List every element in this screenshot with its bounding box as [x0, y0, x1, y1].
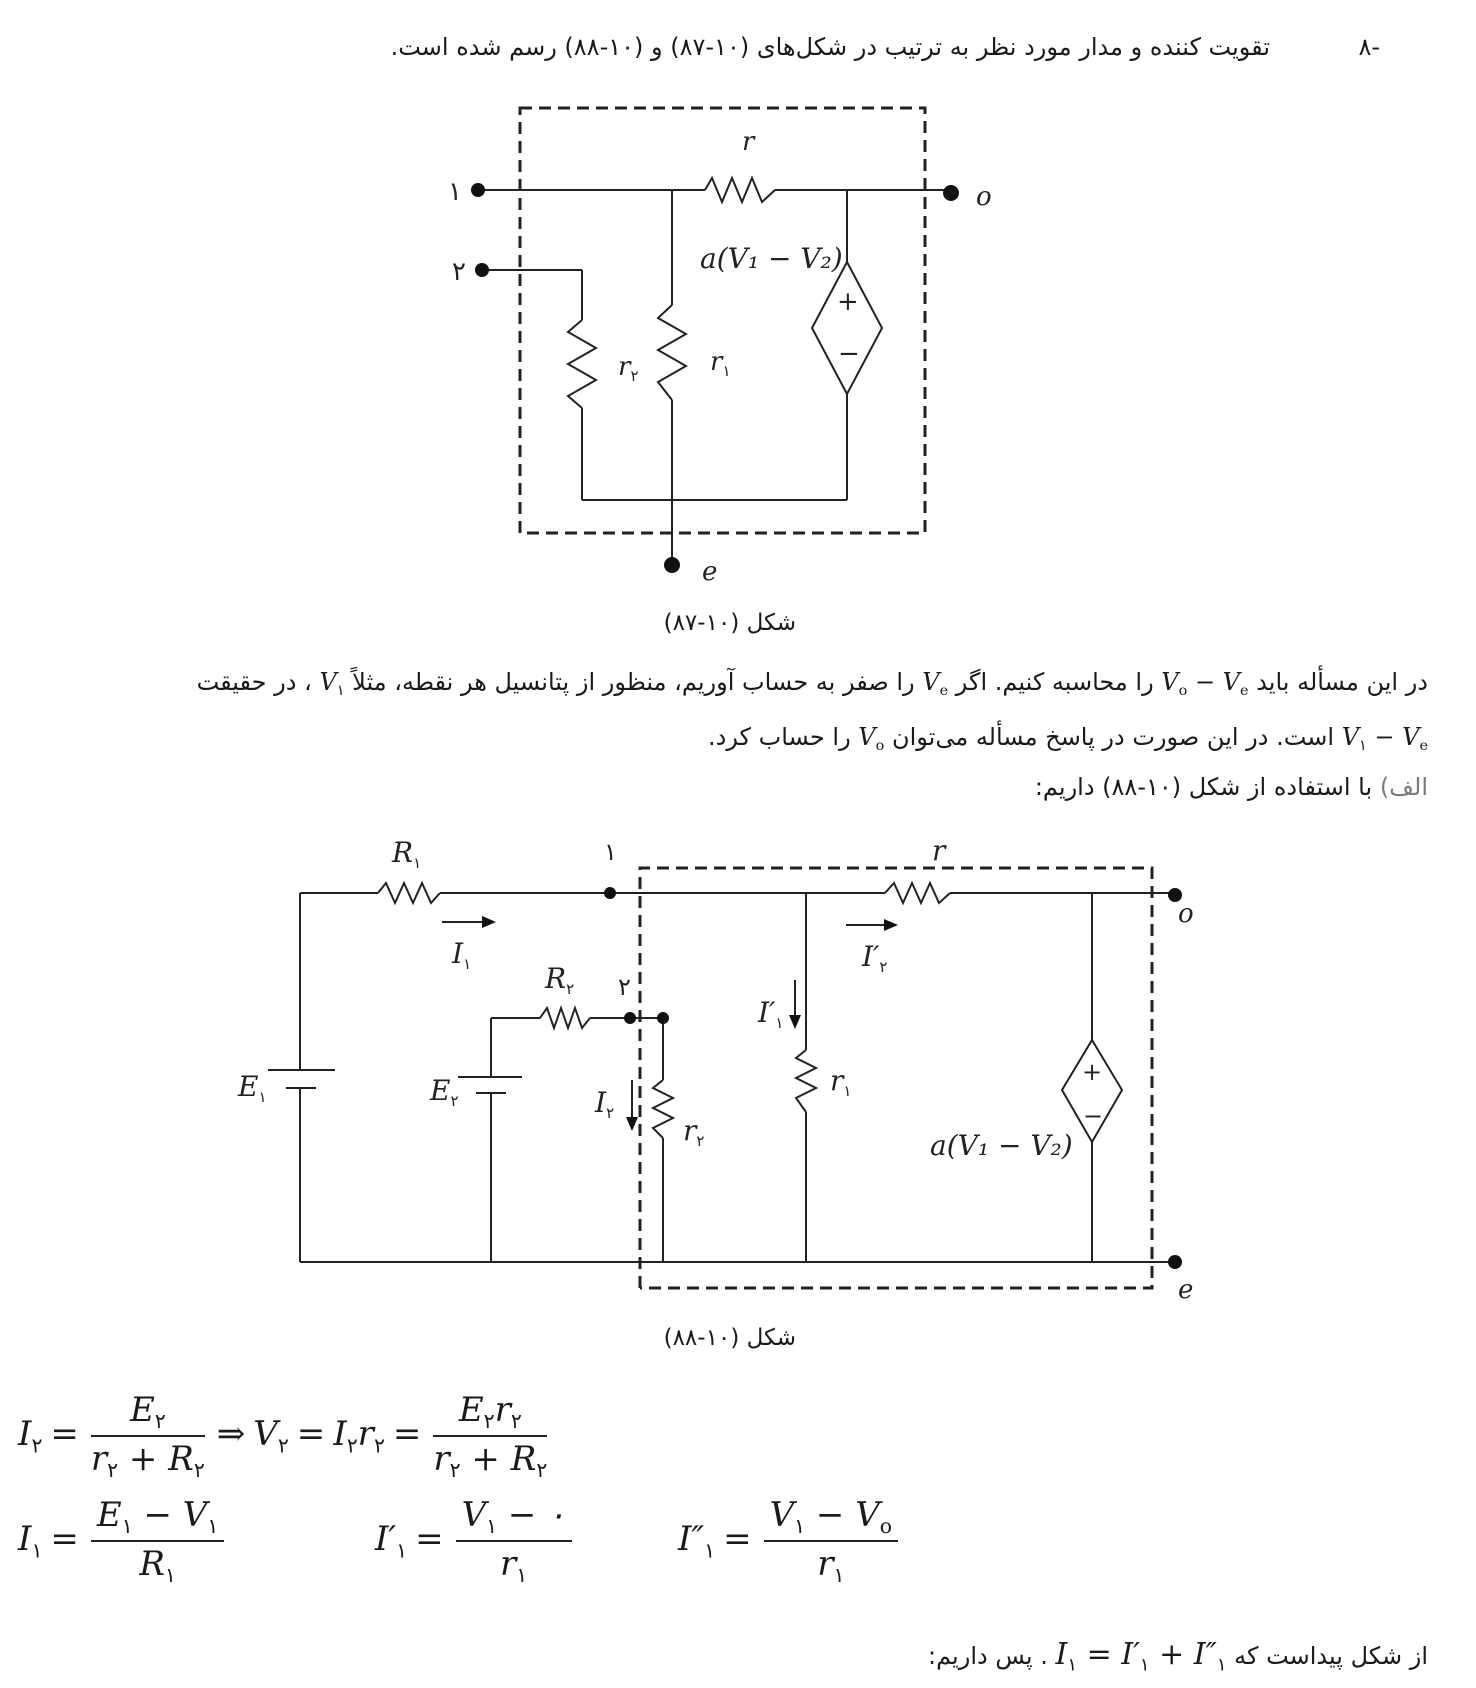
figure-88-caption: شکل (۱۰-۸۸) [663, 1325, 796, 1351]
fig2-label-e: e [1178, 1275, 1194, 1305]
fig1-label-o: o [976, 182, 992, 212]
paragraph-line-1: در این مسأله باید $V_o - V_e$ را محاسبه کنیم. اگر $V_e$ را صفر به حساب آوریم، منظور از پتانسیل هر نقطه، مثلاً $V_۱$ ، در حقیقت [196, 668, 1428, 700]
footer-line: از شکل پیداست که $I_۱ = I'_۱ + I''_۱$ . پس داریم: [928, 1637, 1428, 1676]
fig2-label-r: r [932, 834, 946, 867]
figure-87-caption: شکل (۱۰-۸۷) [663, 610, 796, 636]
fig2-resistor-R2 [540, 1008, 590, 1028]
problem-number: -۸ [1358, 33, 1380, 61]
equation-I1-prime: $I'_۱$ = $\frac{V_۱ - ۰}{r_۱}$ [375, 1495, 576, 1587]
fig1-label-plus: + [837, 287, 859, 317]
fig1-label-minus: − [838, 339, 860, 369]
equation-I1: $I_۱$ = $\frac{E_۱ - V_۱}{R_۱}$ [18, 1495, 228, 1587]
fig2-label-I1p: $I'_۱$ [758, 996, 784, 1032]
fig2-label-E1: $E_۱$ [238, 1070, 267, 1106]
fig2-label-I1: $I_۱$ [452, 937, 472, 973]
fig2-label-I2: $I_۲$ [595, 1086, 615, 1122]
fig2-label-plus: + [1082, 1058, 1103, 1086]
fig2-node-1 [604, 887, 616, 899]
fig2-resistor-r2 [653, 1080, 673, 1138]
fig1-label-r: r [742, 127, 755, 157]
fig2-label-r1: $r_۱$ [830, 1064, 852, 1100]
fig2-label-I2p: $I'_۲$ [862, 940, 888, 976]
fig1-label-source: a(V₁ − V₂) [700, 242, 843, 275]
fig2-amplifier-box [640, 868, 1152, 1288]
fig1-label-node2: ۲ [452, 257, 466, 287]
fig2-label-R2: $R_۲$ [545, 962, 575, 998]
fig1-label-e: e [702, 557, 718, 587]
equation-I1-double-prime: $I''_۱$ = $\frac{V_۱ - V_o}{r_۱}$ [678, 1495, 902, 1587]
fig1-label-r2: $r_۲$ [618, 352, 639, 385]
fig2-label-node1: ۱ [604, 838, 617, 866]
fig2-label-source: a(V₁ − V₂) [930, 1129, 1073, 1162]
fig2-node-2b [657, 1012, 669, 1024]
fig1-label-node1: ۱ [448, 177, 462, 207]
fig2-label-E2: $E_۲$ [430, 1074, 459, 1110]
fig2-label-o: o [1178, 899, 1194, 929]
equation-I2-V2: $I_۲$ = $\frac{E_۲}{r_۲ + R_۲}$ ⇒ $V_۲ = I_۲r_۲$ = $\frac{E_۲r_۲}{r_۲ + R_۲}$ [18, 1390, 548, 1483]
fig2-resistor-r [885, 883, 950, 903]
fig2-label-r2: $r_۲$ [683, 1114, 705, 1150]
fig2-label-minus: − [1083, 1102, 1104, 1130]
part-a-label: الف) [1379, 773, 1428, 801]
fig2-terminal-e [1168, 1255, 1182, 1269]
problem-statement: تقویت کننده و مدار مورد نظر به ترتیب در شکل‌های (۱۰-۸۷) و (۱۰-۸۸) رسم شده است. [390, 33, 1270, 61]
fig1-label-r1: $r_۱$ [710, 347, 731, 380]
part-a-line: الف) با استفاده از شکل (۱۰-۸۸) داریم: [1034, 773, 1428, 801]
fig2-resistor-r1 [796, 1050, 816, 1112]
fig2-node-2a [624, 1012, 636, 1024]
paragraph-line-2: $V_۱ - V_e$ است. در این صورت در پاسخ مسأله می‌توان $V_o$ را حساب کرد. [708, 723, 1428, 755]
fig2-label-R1: $R_۱$ [392, 836, 422, 872]
fig2-label-node2: ۲ [618, 973, 631, 1001]
fig2-resistor-R1 [378, 883, 440, 903]
